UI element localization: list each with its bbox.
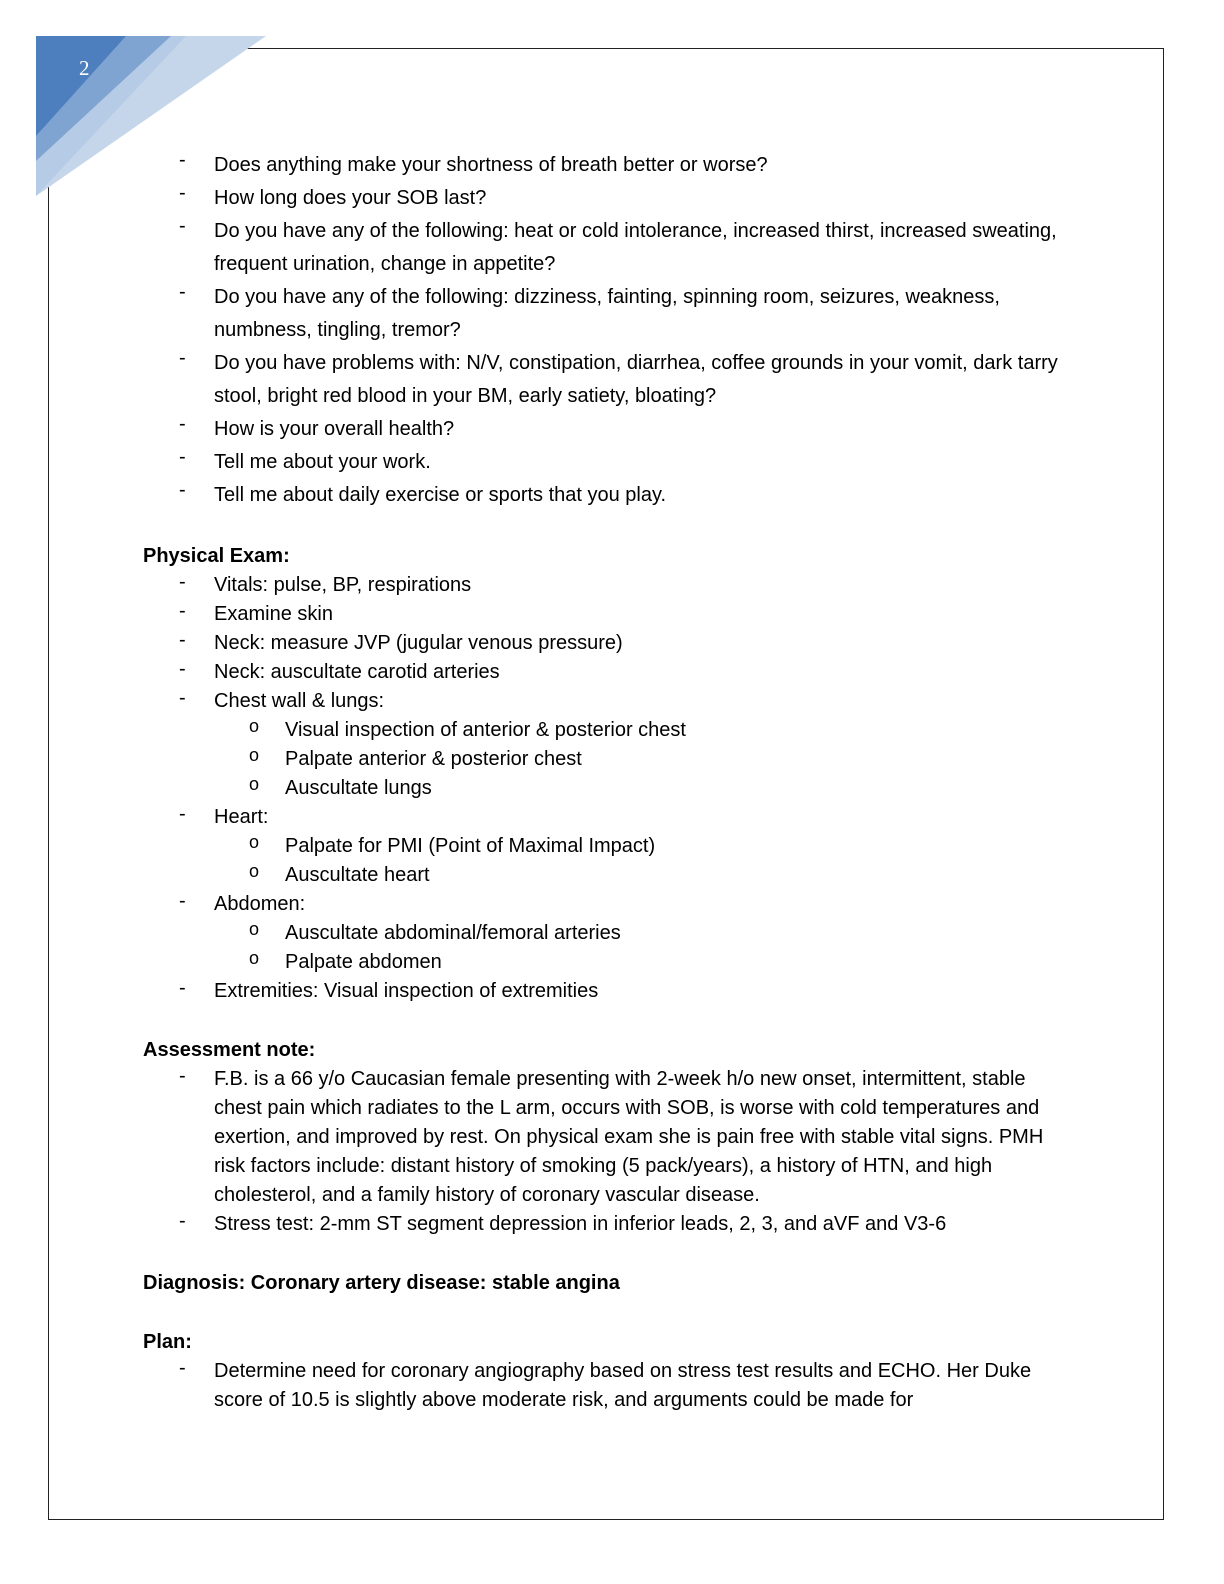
sub-list-item: o Auscultate heart bbox=[249, 861, 430, 886]
list-item: - Heart: bbox=[179, 803, 269, 828]
bullet-dash: - bbox=[179, 803, 186, 825]
bullet-dash: - bbox=[179, 600, 186, 622]
list-item: - Extremities: Visual inspection of extremities bbox=[179, 977, 599, 1002]
bullet-dash: - bbox=[179, 629, 186, 651]
document-body bbox=[143, 149, 1063, 1415]
sub-list-item: o Visual inspection of anterior & posterior chest bbox=[249, 716, 686, 741]
list-item: - Tell me about daily exercise or sports that you play. bbox=[179, 479, 667, 506]
list-item: - Examine skin bbox=[179, 600, 333, 625]
bullet-dash: - bbox=[179, 1065, 186, 1087]
bullet-circle: o bbox=[249, 861, 260, 881]
diagnosis-heading: Diagnosis: Coronary artery disease: stable angina bbox=[143, 1272, 620, 1294]
bullet-circle: o bbox=[249, 716, 260, 736]
bullet-dash: - bbox=[179, 1210, 186, 1232]
plan-list bbox=[143, 1357, 1063, 1415]
plan-heading: Plan: bbox=[143, 1331, 192, 1353]
physical-exam-heading: Physical Exam: bbox=[143, 545, 290, 567]
sub-list-item: o Auscultate abdominal/femoral arteries bbox=[249, 919, 621, 944]
sub-list-item: o Palpate anterior & posterior chest bbox=[249, 745, 582, 770]
list-item: - F.B. is a 66 y/o Caucasian female presenting with 2-week h/o new onset, intermittent, stable chest pain which radiates to the L arm, occurs with SOB, is worse with cold temperatures and exertion, and improved by rest. On physical exam she is pain free with stable vital signs. PMH risk factors include: distant history of smoking (5 pack/years), a history of HTN, and high cholesterol, and a family history of coronary vascular disease. bbox=[179, 1065, 1044, 1206]
list-item: - Do you have problems with: N/V, constipation, diarrhea, coffee grounds in your vomit, dark tarry stool, bright red blood in your BM, early satiety, bloating? bbox=[179, 347, 1058, 407]
physical-exam-list bbox=[143, 571, 1063, 1006]
list-item: - Neck: measure JVP (jugular venous pressure) bbox=[179, 629, 623, 654]
sub-list-item: o Auscultate lungs bbox=[249, 774, 432, 799]
bullet-dash: - bbox=[179, 347, 186, 369]
assessment-list bbox=[143, 1065, 1063, 1239]
bullet-dash: - bbox=[179, 182, 186, 204]
bullet-dash: - bbox=[179, 571, 186, 593]
list-item: - Abdomen: bbox=[179, 890, 306, 915]
bullet-dash: - bbox=[179, 1357, 186, 1379]
bullet-dash: - bbox=[179, 977, 186, 999]
assessment-heading: Assessment note: bbox=[143, 1039, 316, 1061]
list-item: - How is your overall health? bbox=[179, 413, 455, 440]
bullet-dash: - bbox=[179, 446, 186, 468]
bullet-circle: o bbox=[249, 948, 260, 968]
list-item: - How long does your SOB last? bbox=[179, 182, 487, 209]
bullet-dash: - bbox=[179, 281, 186, 303]
list-item: - Do you have any of the following: heat or cold intolerance, increased thirst, increased sweating, frequent urination, change in appetite? bbox=[179, 215, 1057, 275]
sub-list-item: o Palpate abdomen bbox=[249, 948, 442, 973]
list-item: - Tell me about your work. bbox=[179, 446, 431, 473]
bullet-dash: - bbox=[179, 890, 186, 912]
bullet-dash: - bbox=[179, 687, 186, 709]
sub-list-item: o Palpate for PMI (Point of Maximal Impact) bbox=[249, 832, 656, 857]
history-question-list bbox=[143, 149, 1063, 512]
bullet-dash: - bbox=[179, 149, 186, 171]
bullet-circle: o bbox=[249, 745, 260, 765]
bullet-circle: o bbox=[249, 919, 260, 939]
list-item: - Vitals: pulse, BP, respirations bbox=[179, 571, 472, 596]
list-item: - Determine need for coronary angiography based on stress test results and ECHO. Her Duke score of 10.5 is slightly above moderate risk, and arguments could be made for bbox=[179, 1357, 1032, 1411]
list-item: - Do you have any of the following: dizziness, fainting, spinning room, seizures, weakness, numbness, tingling, tremor? bbox=[179, 281, 1000, 341]
bullet-dash: - bbox=[179, 658, 186, 680]
list-item: - Chest wall & lungs: bbox=[179, 687, 385, 712]
list-item: - Neck: auscultate carotid arteries bbox=[179, 658, 500, 683]
bullet-circle: o bbox=[249, 774, 260, 794]
bullet-dash: - bbox=[179, 479, 186, 501]
bullet-dash: - bbox=[179, 215, 186, 237]
page-number: 2 bbox=[79, 56, 90, 80]
bullet-dash: - bbox=[179, 413, 186, 435]
list-item: - Stress test: 2-mm ST segment depression in inferior leads, 2, 3, and aVF and V3-6 bbox=[179, 1210, 947, 1235]
list-item: - Does anything make your shortness of breath better or worse? bbox=[179, 149, 768, 176]
bullet-circle: o bbox=[249, 832, 260, 852]
